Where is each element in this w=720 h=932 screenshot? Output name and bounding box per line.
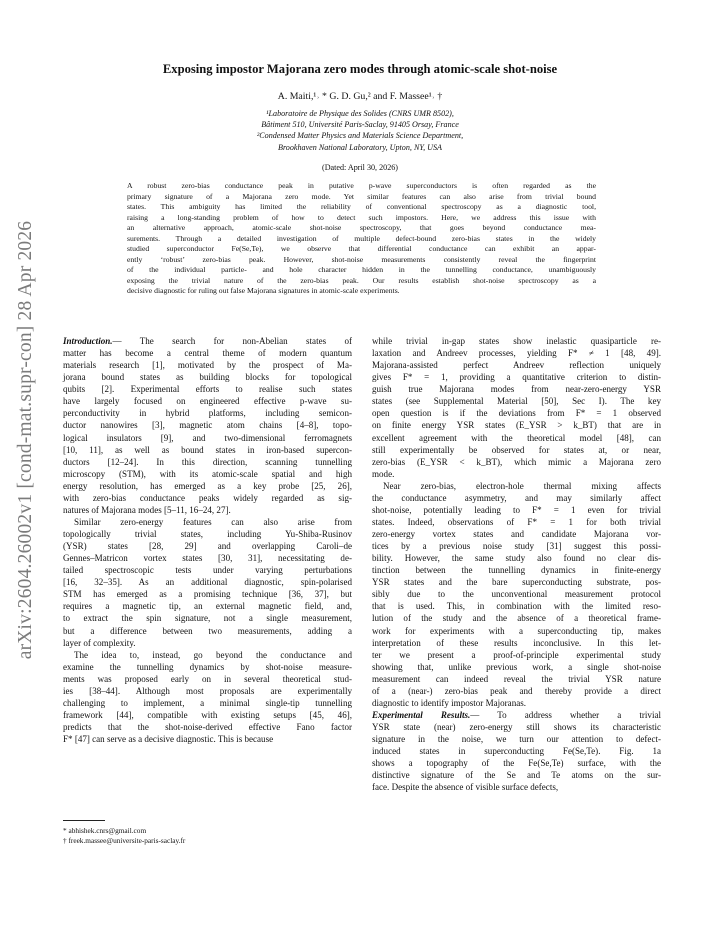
body-line: states (see Supplemental Material [50], Sec I). The key xyxy=(372,396,661,407)
affiliation-line: ²Condensed Matter Physics and Materials Science Department, xyxy=(256,131,464,141)
body-line: ments was proposed early on in several theoretical stud- xyxy=(63,673,352,684)
body-line: challenging to implement, a minimal single-tip tunnelling xyxy=(63,697,352,708)
body-line: guish true Majorana modes from near-zero-energy YSR xyxy=(372,384,661,395)
body-line: distinctive signature of the Se and Te atoms on the sur- xyxy=(372,770,661,781)
body-line: measurement can indeed reveal the trivial YSR nature xyxy=(372,673,661,684)
abstract-line: surements. Through a detailed investigation of multiple defect-bound zero-bias states in the widely xyxy=(127,233,596,243)
body-line: The idea to, instead, go beyond the conductance and xyxy=(74,649,352,660)
body-line: YSR states and the bare superconducting substrate, pos- xyxy=(372,577,661,588)
abstract-line: decisive diagnostic for ruling out false Majorana signatures in atomic-scale experiments. xyxy=(127,286,400,296)
body-line: interpretation of these results inconclusive. In this let- xyxy=(372,637,661,648)
body-line: of a (near-) zero-bias peak and thereby provide a direct xyxy=(372,685,661,696)
abstract-line: an alternative approach, atomic-scale shot-noise spectroscopy, that goes beyond conductance mea- xyxy=(127,223,596,233)
body-line: Introduction.— The search for non-Abelian states of xyxy=(63,336,352,346)
body-line: induced states in superconducting Fe(Se,Te). Fig. 1a xyxy=(372,746,661,757)
affiliation-line: Brookhaven National Laboratory, Upton, NY, USA xyxy=(278,142,442,152)
body-line: STM has emerged as a promising technique [36, 37], but xyxy=(63,589,352,600)
body-line: excellent agreement with the theoretical model [48], can xyxy=(372,432,661,443)
body-line: Gennes–Matricon vortex states [30, 31], necessitating de- xyxy=(63,553,352,564)
abstract-line: states. This ambiguity has limited the reliability of conventional spectroscopy as a diagnostic tool, xyxy=(127,202,596,212)
body-line: F* [47] can serve as a decisive diagnostic. This is because xyxy=(63,734,274,745)
section-heading-experimental-results: Experimental Results. xyxy=(372,709,471,720)
dated-line: (Dated: April 30, 2026) xyxy=(322,163,398,172)
body-line: ductor nanowires [3], magnetic atom chains [4–8], topo- xyxy=(63,420,352,431)
paper-title: Exposing impostor Majorana zero modes through atomic-scale shot-noise xyxy=(162,62,558,76)
abstract-line: raising a long-standing problem of how to detect such impostors. Here, we address this issue with xyxy=(127,212,596,222)
author-list: A. Maiti,¹˒ * G. D. Gu,² and F. Massee¹˒ † xyxy=(277,91,443,102)
body-line: diagnostic to identify impostor Majoranas. xyxy=(372,697,527,708)
abstract-line: studied superconductor Fe(Se,Te), we observe that differential conductance can exhibit an appar- xyxy=(127,244,596,254)
body-line: shot-noise, potentially leading to F* = 1 even for trivial xyxy=(372,504,661,515)
body-line: [10, 11], as well as bound states in iron-based supercon- xyxy=(63,444,352,455)
body-line: but a difference between two measurements, adding a xyxy=(63,625,352,636)
body-line: shows a topography of the Fe(Se,Te) surface, with the xyxy=(372,758,661,769)
abstract-line: A robust zero-bias conductance peak in putative p-wave superconductors is often regarded as the xyxy=(127,181,596,190)
body-line: microscopy (STM), with its atomic-scale spatial and high xyxy=(63,468,352,479)
body-line: face. Despite the absence of visible surface defects, xyxy=(372,782,559,793)
body-line: materials research [1], motivated by the prospect of Ma- xyxy=(63,360,352,371)
body-line: predicts that the shot-noise-derived effective Fano factor xyxy=(63,722,352,732)
body-line: natures of Majorana modes [5–11, 16–24, 27]. xyxy=(63,504,231,515)
body-line: qubits [2]. Experimental efforts to realise such states xyxy=(63,384,352,395)
affiliation-line: ¹Laboratoire de Physique des Solides (CNRS UMR 8502), xyxy=(266,109,454,118)
body-line: gives F* = 1, providing a quantitative criterion to distin- xyxy=(372,372,661,383)
body-line: Experimental Results.— To address whether a trivial xyxy=(372,709,661,720)
body-line: that is used. This, in combination with the limited reso- xyxy=(372,601,661,612)
body-line: requires a magnetic tip, an external magnetic field, and, xyxy=(63,601,352,612)
body-line: ies [38–44]. Although most proposals are experimentally xyxy=(63,685,352,696)
footnote-rule xyxy=(63,820,105,821)
body-line: Majorana-assisted perfect Andreev reflection uniquely xyxy=(372,360,661,371)
body-line: still experimentally be observed for states at, or near, xyxy=(372,444,661,455)
body-line: showing that, unlike previous work, a single shot-noise xyxy=(372,661,661,672)
body-line: to extract the spin signature, not a single measurement, xyxy=(63,613,352,624)
body-line: jorana bound states as building blocks for topological xyxy=(63,372,352,383)
body-line: ductors [12–24]. In this direction, scanning tunnelling xyxy=(63,456,352,467)
body-line: have largely focused on engineered effective p-wave su- xyxy=(63,396,352,407)
body-line: laxation and Andreev processes, yielding F* ≠ 1 [48, 49]. xyxy=(372,348,661,359)
body-line: framework [44], compatible with existing setups [45, 46], xyxy=(63,709,352,720)
body-line: open question is if the deviations from F* = 1 observed xyxy=(372,408,661,419)
abstract-line: exposing the trivial nature of the zero-bias peak. Our results establish shot-noise spectroscopy as a xyxy=(127,275,596,285)
body-line: perconductivity in hybrid platforms, including semicon- xyxy=(63,408,352,419)
body-line: tinction between the tunnelling dynamics in finite-energy xyxy=(372,565,661,576)
right-column xyxy=(372,335,661,793)
footnote-email-2: † freek.massee@universite-paris-saclay.fr xyxy=(63,836,186,846)
body-line: while trivial in-gap states show inelastic quasiparticle re- xyxy=(372,336,661,346)
footnote-email-1: * abhishek.cnrs@gmail.com xyxy=(63,826,147,835)
section-heading-introduction: Introduction. xyxy=(63,336,113,346)
body-line: on finite energy YSR states (E_YSR > k_BT) that are in xyxy=(372,420,661,431)
abstract-line: of the individual particle- and hole character hidden in the tunnelling conductance, unambiguously xyxy=(127,265,596,275)
affiliations xyxy=(60,108,660,153)
body-line: ter we present a proof-of-principle experimental study xyxy=(372,649,661,660)
body-line: YSR state (near) zero-energy still shows its characteristic xyxy=(372,722,661,732)
body-line: tailed spectroscopic tests under varying perturbations xyxy=(63,565,352,576)
body-line: topologically trivial states, including Yu-Shiba-Rusinov xyxy=(63,529,352,539)
abstract-line: primary signature of a Majorana zero mode. Yet similar features can also arise from trivial bound xyxy=(127,191,596,201)
body-line: the conductance asymmetry, and may similarly affect xyxy=(372,492,661,503)
body-line: bility. However, the same study also found no clear dis- xyxy=(372,553,661,564)
abstract-line: ently ‘robust’ zero-bias peak. However, shot-noise measurements consistently reveal the fingerprint xyxy=(127,254,596,264)
affiliation-line: Bâtiment 510, Université Paris-Saclay, 91405 Orsay, France xyxy=(261,120,459,130)
left-column xyxy=(63,335,352,745)
body-line: work for experiments with a superconducting tip, makes xyxy=(372,625,661,636)
body-line: logical insulators [9], and two-dimensional ferromagnets xyxy=(63,432,352,443)
body-line: Similar zero-energy features can also arise from xyxy=(74,516,352,527)
abstract xyxy=(127,181,596,297)
body-line: [16, 32–35]. As an additional diagnostic, spin-polarised xyxy=(63,577,352,588)
body-line: mode. xyxy=(372,468,395,479)
body-line: zero-energy vortex states and candidate Majorana vor- xyxy=(372,529,661,539)
arxiv-identifier-margin xyxy=(4,200,48,680)
body-line: sibly due to the unconventional measurement protocol xyxy=(372,589,661,600)
footnotes xyxy=(63,826,185,846)
body-line: zero-bias (E_YSR < k_BT), which mimic a Majorana zero xyxy=(372,456,661,467)
body-line: lution of the study and the absence of a theoretical frame- xyxy=(372,613,661,624)
body-line: examine the tunnelling dynamics by shot-noise measure- xyxy=(63,661,352,672)
body-line: signature in the noise, we turn our attention to defect- xyxy=(372,734,661,745)
body-line: with zero-bias conductance peaks widely regarded as sig- xyxy=(63,492,352,503)
body-line: tices by a previous noise study [31] suggest this possi- xyxy=(372,541,661,552)
body-line: energy resolution, has emerged as a key probe [25, 26], xyxy=(63,480,352,491)
arxiv-identifier: arXiv:2604.26002v1 [cond-mat.supr-con] 28 Apr 2026 xyxy=(15,220,36,660)
body-line: states. Indeed, observations of F* = 1 for both trivial xyxy=(372,516,661,527)
body-line: Near zero-bias, electron-hole thermal mixing affects xyxy=(383,480,661,491)
body-line: matter has become a central theme of modern quantum xyxy=(63,348,352,359)
body-line: layer of complexity. xyxy=(63,637,136,648)
body-line: (YSR) states [28, 29] and overlapping Caroli–de xyxy=(63,541,352,552)
